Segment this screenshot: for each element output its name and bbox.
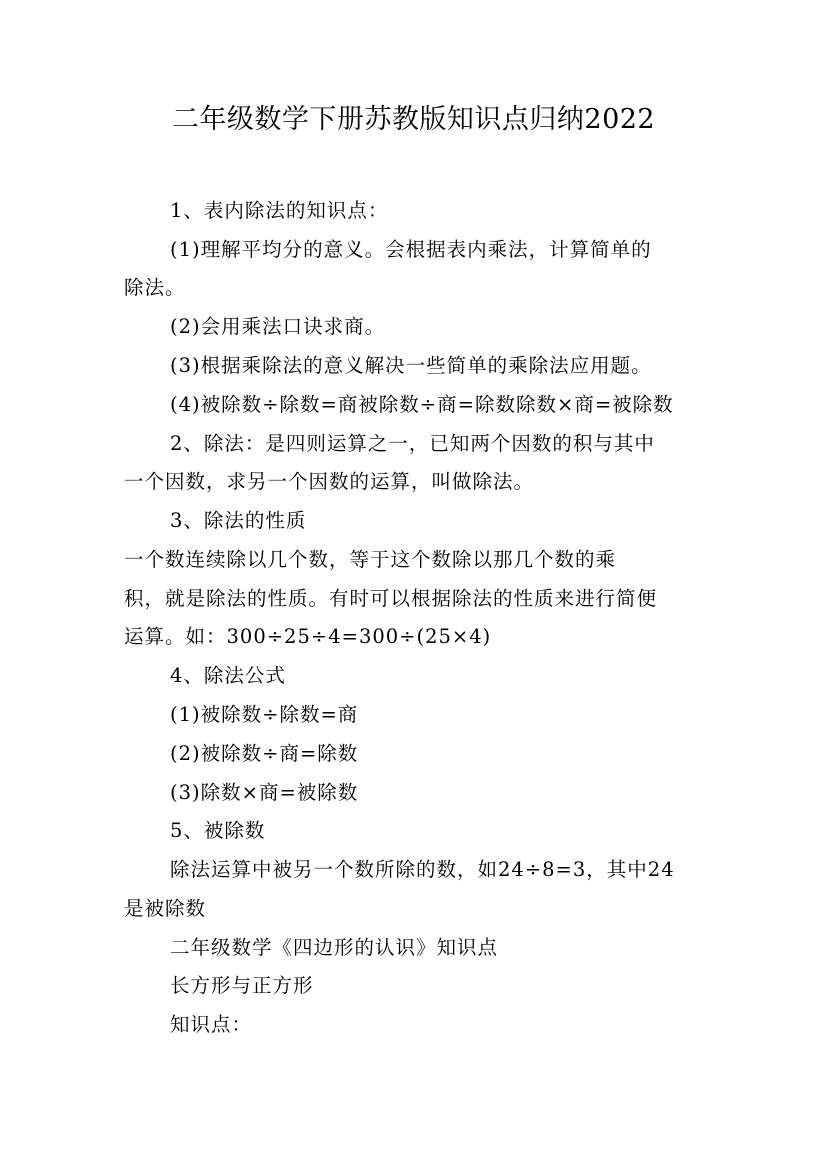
text-line: (3)根据乘除法的意义解决一些简单的乘除法应用题。: [170, 354, 652, 377]
text-line: 积，就是除法的性质。有时可以根据除法的性质来进行简便: [124, 587, 658, 610]
text-line: 运算。如：300÷25÷4=300÷(25×4): [124, 625, 492, 648]
text-line: 知识点：: [170, 1013, 253, 1036]
text-line: 长方形与正方形: [170, 974, 314, 997]
text-line: 一个数连续除以几个数，等于这个数除以那几个数的乘: [124, 548, 617, 571]
text-line: (3)除数×商=被除数: [170, 781, 359, 804]
text-line: 一个因数，求另一个因数的运算，叫做除法。: [124, 470, 535, 493]
text-line: 二年级数学《四边形的认识》知识点: [170, 936, 499, 959]
text-line: (2)被除数÷商=除数: [170, 742, 359, 765]
text-line: (1)理解平均分的意义。会根据表内乘法，计算简单的: [170, 238, 652, 261]
text-line: 除法。: [124, 276, 186, 299]
text-line: 5、被除数: [170, 819, 266, 842]
text-line: 除法运算中被另一个数所除的数，如24÷8=3，其中24: [170, 858, 675, 881]
document-title: 二年级数学下册苏教版知识点归纳2022: [171, 104, 656, 135]
text-line: 1、表内除法的知识点：: [170, 199, 389, 222]
text-line: (2)会用乘法口诀求商。: [170, 315, 386, 338]
text-line: 2、除法：是四则运算之一，已知两个因数的积与其中: [170, 432, 655, 455]
text-line: (4)被除数÷除数=商被除数÷商=除数除数×商=被除数: [170, 393, 674, 416]
text-line: 3、除法的性质: [170, 509, 307, 532]
text-line: 4、除法公式: [170, 664, 286, 687]
text-line: (1)被除数÷除数=商: [170, 703, 359, 726]
text-line: 是被除数: [124, 897, 207, 920]
